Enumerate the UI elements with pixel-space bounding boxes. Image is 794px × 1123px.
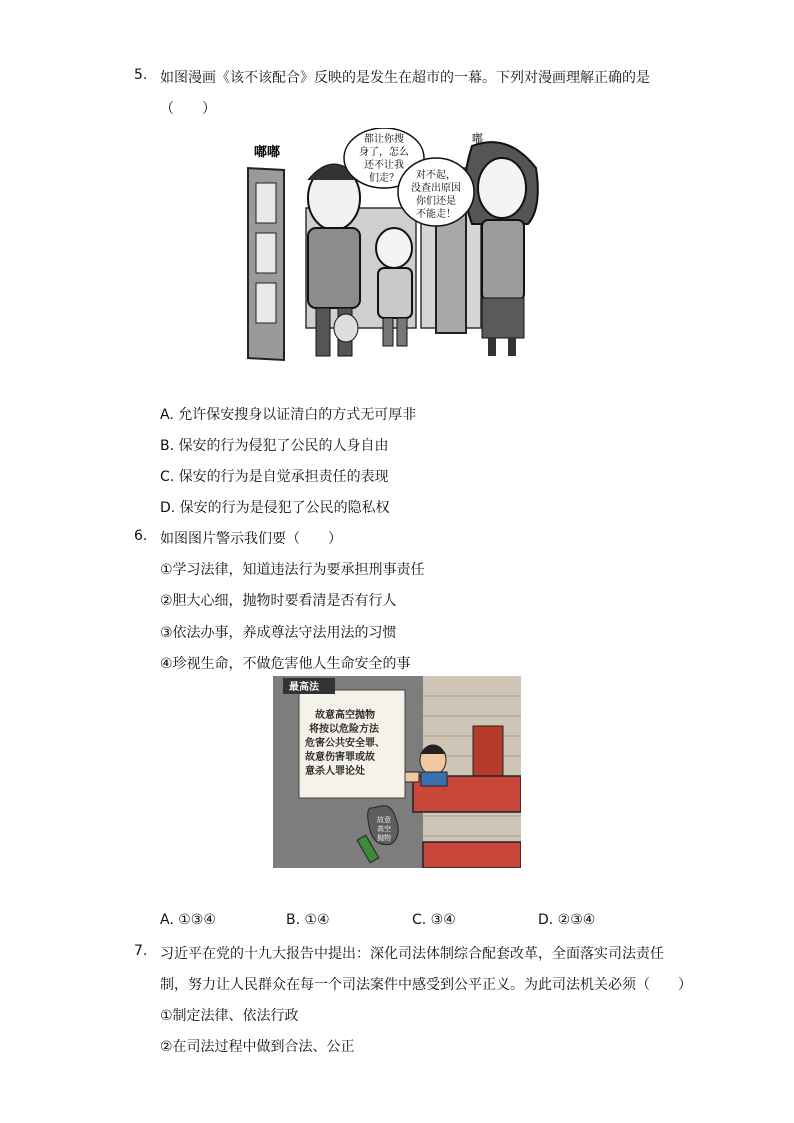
comic-illustration	[246, 128, 546, 364]
comic-drawing	[246, 128, 546, 364]
svg-text:危害公共安全罪、: 危害公共安全罪、	[305, 738, 385, 749]
q6-option-c[interactable]: C. ③④	[412, 912, 456, 928]
svg-text:你们还是: 你们还是	[416, 196, 456, 207]
q6-item-2: ②胆大心细，抛物时要看清是否有行人	[160, 593, 397, 609]
svg-text:身了，怎么: 身了，怎么	[359, 147, 409, 158]
question-7-stem-line-1: 习近平在党的十九大报告中提出：深化司法体制综合配套改革，全面落实司法责任	[160, 946, 664, 962]
svg-text:故意伤害罪或故: 故意伤害罪或故	[305, 752, 375, 763]
question-6-number: 6.	[134, 528, 148, 544]
comic-sfx-left: 嘟嘟	[254, 145, 281, 160]
high-altitude-throwing-poster	[273, 676, 521, 868]
svg-text:故意: 故意	[377, 816, 391, 824]
svg-text:没查出原因: 没查出原因	[411, 183, 461, 194]
q6-item-1: ①学习法律，知道违法行为要承担刑事责任	[160, 562, 425, 578]
svg-text:高空: 高空	[377, 825, 391, 833]
question-5-answer-paren: （ ）	[160, 101, 216, 117]
question-5-stem: 如图漫画《该不该配合》反映的是发生在超市的一幕。下列对漫画理解正确的是	[160, 70, 650, 86]
q6-option-b[interactable]: B. ①④	[286, 912, 330, 928]
svg-text:将按以危险方法: 将按以危险方法	[309, 724, 379, 735]
q7-item-1: ①制定法律、依法行政	[160, 1008, 299, 1024]
question-6-stem: 如图图片警示我们要（ ）	[160, 531, 342, 547]
q6-item-4: ④珍视生命，不做危害他人生命安全的事	[160, 656, 411, 672]
bag-label	[377, 815, 391, 842]
man-figure	[308, 164, 360, 356]
poster-tag: 最高法	[289, 682, 319, 693]
poster-drawing	[273, 676, 521, 868]
comic-sfx-right: 嘟	[472, 132, 483, 145]
q5-option-a[interactable]: A. 允许保安搜身以证清白的方式无可厚非	[160, 407, 417, 423]
q6-item-3: ③依法办事，养成尊法守法用法的习惯	[160, 625, 397, 641]
q5-option-c[interactable]: C. 保安的行为是自觉承担责任的表现	[160, 469, 389, 485]
svg-text:对不起，: 对不起，	[416, 170, 456, 181]
svg-text:故意高空抛物: 故意高空抛物	[315, 710, 375, 721]
question-7-number: 7.	[134, 943, 148, 959]
q6-option-d[interactable]: D. ②③④	[538, 912, 596, 928]
q5-option-d[interactable]: D. 保安的行为是侵犯了公民的隐私权	[160, 500, 390, 516]
svg-text:还不让我: 还不让我	[364, 160, 404, 171]
q7-item-2: ②在司法过程中做到合法、公正	[160, 1039, 355, 1055]
q5-option-b[interactable]: B. 保安的行为侵犯了公民的人身自由	[160, 438, 389, 454]
q6-option-a[interactable]: A. ①③④	[160, 912, 216, 928]
svg-text:意杀人罪论处: 意杀人罪论处	[305, 766, 365, 777]
question-7-stem-line-2: 制，努力让人民群众在每一个司法案件中感受到公平正义。为此司法机关必须（ ）	[160, 977, 692, 993]
svg-text:不能走！: 不能走！	[416, 209, 456, 220]
svg-text:抛物: 抛物	[377, 834, 391, 842]
question-5-number: 5.	[134, 67, 148, 83]
security-gate-left	[248, 168, 284, 360]
svg-text:都让你搜: 都让你搜	[364, 134, 404, 145]
svg-text:们走？: 们走？	[369, 173, 399, 184]
